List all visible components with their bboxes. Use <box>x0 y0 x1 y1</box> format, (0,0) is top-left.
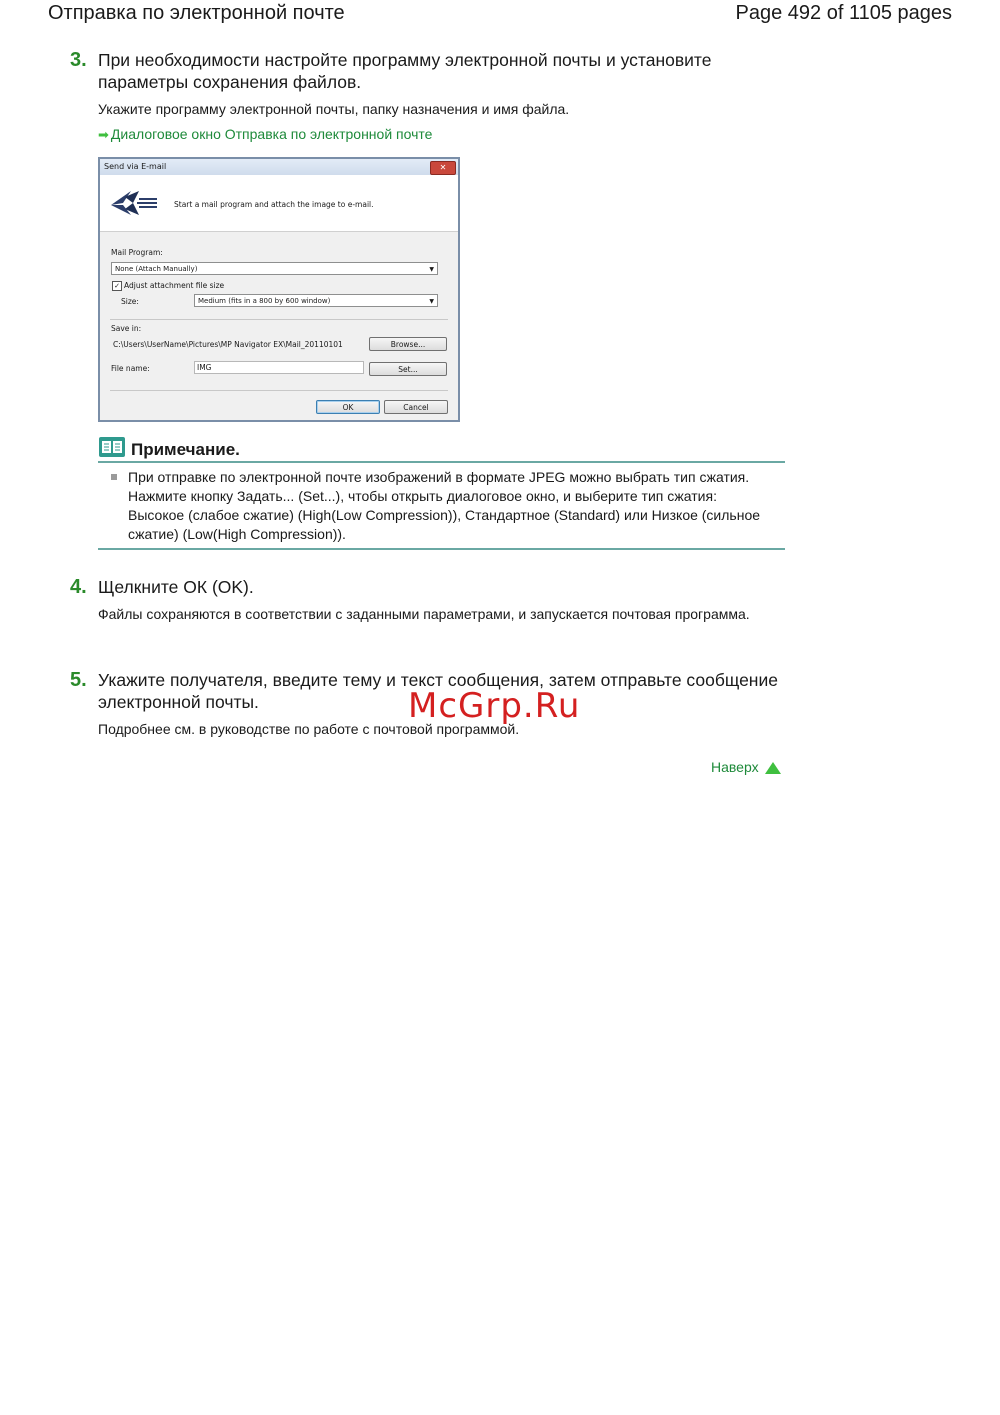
dialog-link[interactable] <box>98 126 432 143</box>
step-4-text: Файлы сохраняются в соответствии с заданными параметрами, и запускается почтовая программа. <box>98 606 750 622</box>
save-in-label: Save in: <box>111 324 142 333</box>
step-4-title: Щелкните ОК (OK). <box>98 577 254 597</box>
watermark: McGrp.Ru <box>408 686 581 726</box>
step-5-title: Укажите получателя, введите тему и текст сообщения, затем отправьте сообщение электронной почты. <box>98 670 778 712</box>
mail-program-value: None (Attach Manually) <box>115 265 198 273</box>
step-5-text: Подробнее см. в руководстве по работе с почтовой программой. <box>98 721 520 737</box>
set-button[interactable]: Set... <box>369 362 447 376</box>
size-value: Medium (fits in a 800 by 600 window) <box>198 297 331 305</box>
adjust-size-label: Adjust attachment file size <box>124 281 225 290</box>
adjust-size-checkbox[interactable]: ✓ <box>112 281 122 291</box>
size-label: Size: <box>121 297 139 306</box>
dialog-titlebar <box>100 159 458 175</box>
step-3-text: Укажите программу электронной почты, папку назначения и имя файла. <box>98 101 570 117</box>
chevron-down-icon: ▼ <box>429 266 434 273</box>
dialog-link-label: Диалоговое окно Отправка по электронной почте <box>110 126 433 142</box>
chevron-down-icon: ▼ <box>429 298 434 305</box>
step-4-number: 4. <box>70 576 87 598</box>
dialog-divider <box>110 319 448 320</box>
file-name-label: File name: <box>111 364 150 373</box>
send-via-email-dialog <box>98 157 460 422</box>
dialog-banner <box>100 175 458 232</box>
dialog-close-button[interactable]: ✕ <box>430 161 456 175</box>
book-icon <box>99 437 125 457</box>
step-5-number: 5. <box>70 669 87 691</box>
link-arrow-icon: ➡ <box>98 127 109 142</box>
size-select[interactable] <box>194 294 438 307</box>
note-bottom-rule <box>98 548 785 550</box>
mail-program-select[interactable] <box>111 262 438 275</box>
dialog-divider <box>110 390 448 391</box>
triangle-up-icon[interactable] <box>765 762 781 774</box>
dialog-description: Start a mail program and attach the image to e-mail. <box>174 200 374 209</box>
ok-button[interactable]: OK <box>316 400 380 414</box>
note-text: При отправке по электронной почте изображений в формате JPEG можно выбрать тип сжатия. Нажмите кнопку Задать... (Set...), чтобы открыть диалоговое окно, и выберите тип сжатия: Высокое (слабое сжатие) (High(Low Compression)), Стандартное (Standard) или Низкое (сильное сжатие) (Low(High Compression)). <box>128 469 761 542</box>
note-bullet <box>111 474 117 480</box>
note-title: Примечание. <box>131 440 240 459</box>
mail-logo-icon <box>109 189 159 217</box>
step-3-title: При необходимости настройте программу электронной почты и установите параметры сохранения файлов. <box>98 50 712 92</box>
cancel-button[interactable]: Cancel <box>384 400 448 414</box>
dialog-title: Send via E-mail <box>104 162 167 171</box>
mail-program-label: Mail Program: <box>111 248 163 257</box>
back-to-top-link[interactable]: Наверх <box>711 759 759 775</box>
step-3-number: 3. <box>70 49 87 71</box>
page-header-title: Отправка по электронной почте <box>48 2 345 24</box>
browse-button[interactable]: Browse... <box>369 337 447 351</box>
note-top-rule <box>98 461 785 463</box>
page-counter: Page 492 of 1105 pages <box>735 2 952 24</box>
file-name-input[interactable]: IMG <box>194 361 364 374</box>
save-in-path: C:\Users\UserName\Pictures\MP Navigator EX\Mail_20110101 <box>113 340 343 349</box>
